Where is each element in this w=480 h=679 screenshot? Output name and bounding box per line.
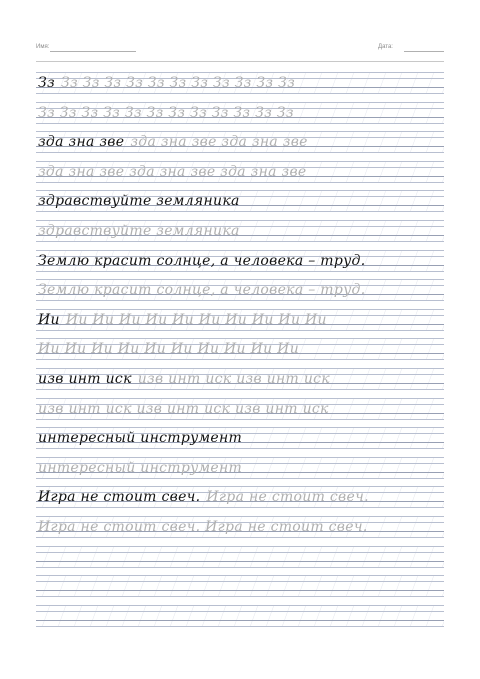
ruling-line	[36, 123, 444, 124]
writing-row[interactable]	[36, 279, 444, 301]
trace-text: Ии Ии Ии Ии Ии Ии Ии Ии Ии Ии	[38, 341, 300, 358]
ruling-line	[36, 309, 444, 310]
ruling-line	[36, 575, 444, 576]
ruling-line	[36, 486, 444, 487]
ruling-line	[36, 581, 444, 582]
writing-row[interactable]	[36, 605, 444, 627]
ruling-line	[36, 279, 444, 280]
name-label: Имя:	[36, 44, 50, 50]
model-text: здравствуйте земляника	[38, 193, 240, 210]
model-text: зда зна зве	[38, 134, 125, 151]
trace-text: изв инт иск изв инт иск	[137, 371, 330, 387]
writing-row[interactable]	[36, 516, 444, 538]
row-text	[38, 105, 294, 121]
ruling-line	[36, 611, 444, 612]
writing-row[interactable]	[36, 368, 444, 390]
ruling-line	[36, 596, 444, 597]
ruling-line	[36, 427, 444, 428]
ruling-line	[36, 359, 444, 360]
trace-text: интересный инструмент	[38, 459, 243, 476]
ruling-line	[36, 72, 444, 73]
writing-row[interactable]	[36, 338, 444, 360]
row-text	[38, 282, 365, 298]
row-text	[38, 253, 365, 269]
writing-row[interactable]	[36, 102, 444, 124]
ruling-line	[36, 561, 444, 562]
ruling-line	[36, 620, 444, 621]
ruling-line	[36, 546, 444, 547]
model-text: изв инт иск	[38, 371, 132, 387]
ruling-line	[36, 389, 444, 390]
row-text	[38, 223, 240, 239]
model-text: Зз	[38, 75, 55, 91]
row-text	[38, 164, 307, 180]
ruling-line	[36, 457, 444, 458]
ruling-line	[36, 300, 444, 301]
row-text	[38, 371, 330, 387]
ruling-line	[36, 161, 444, 162]
ruling-line	[36, 211, 444, 212]
trace-text: зда зна зве зда зна зве	[130, 134, 308, 151]
writing-row[interactable]	[36, 72, 444, 94]
trace-text: Игра не стоит свеч. Игра не стоит свеч.	[38, 519, 368, 535]
row-text	[38, 401, 329, 417]
row-text	[38, 489, 369, 505]
writing-row[interactable]	[36, 546, 444, 568]
writing-row[interactable]	[36, 427, 444, 449]
ruling-line	[36, 626, 444, 627]
slant-guides	[36, 546, 444, 568]
trace-text: изв инт иск изв инт иск изв инт иск	[38, 400, 329, 417]
model-text: интересный инструмент	[38, 430, 243, 447]
writing-row[interactable]	[36, 190, 444, 212]
slant-guides	[36, 605, 444, 627]
model-text: Землю красит солнце, а человека – труд.	[38, 252, 366, 269]
ruling-line	[36, 478, 444, 479]
ruling-line	[36, 567, 444, 568]
writing-row[interactable]	[36, 220, 444, 242]
ruling-line	[36, 271, 444, 272]
row-text	[38, 460, 242, 476]
row-text	[38, 519, 368, 535]
row-text	[38, 341, 299, 357]
model-text: Ии	[38, 311, 60, 328]
ruling-line	[36, 102, 444, 103]
ruling-line	[36, 241, 444, 242]
trace-text: Землю красит солнце, а человека – труд.	[38, 282, 366, 299]
trace-text: здравствуйте земляника	[38, 223, 240, 239]
writing-row[interactable]	[36, 309, 444, 331]
ruling-line	[36, 152, 444, 153]
trace-text: зда зна зве зда зна зве зда зна зве	[38, 163, 307, 180]
header-divider	[36, 61, 444, 62]
ruling-line	[36, 338, 444, 339]
ruling-line	[36, 398, 444, 399]
model-text: Игра не стоит свеч.	[38, 489, 201, 506]
ruling-line	[36, 537, 444, 538]
writing-row[interactable]	[36, 575, 444, 597]
ruling-line	[36, 590, 444, 591]
ruling-line	[36, 516, 444, 517]
writing-row[interactable]	[36, 161, 444, 183]
trace-text: Зз Зз Зз Зз Зз Зз Зз Зз Зз Зз Зз	[60, 75, 296, 91]
ruling-line	[36, 190, 444, 191]
ruling-line	[36, 330, 444, 331]
row-text	[38, 312, 327, 328]
worksheet-header	[36, 44, 444, 58]
writing-row[interactable]	[36, 398, 444, 420]
ruling-line	[36, 368, 444, 369]
writing-row[interactable]	[36, 250, 444, 272]
ruling-line	[36, 448, 444, 449]
ruling-line	[36, 182, 444, 183]
ruling-line	[36, 605, 444, 606]
writing-row[interactable]	[36, 457, 444, 479]
ruling-line	[36, 552, 444, 553]
date-field[interactable]	[404, 51, 444, 52]
row-text	[38, 430, 242, 446]
row-text	[38, 134, 308, 150]
trace-text: Зз Зз Зз Зз Зз Зз Зз Зз Зз Зз Зз Зз	[38, 104, 294, 121]
date-label: Дата:	[378, 44, 393, 50]
writing-row[interactable]	[36, 486, 444, 508]
ruling-line	[36, 93, 444, 94]
ruling-line	[36, 131, 444, 132]
writing-row[interactable]	[36, 131, 444, 153]
trace-text: Игра не стоит свеч.	[206, 489, 369, 506]
row-text	[38, 75, 295, 91]
trace-text: Ии Ии Ии Ии Ии Ии Ии Ии Ии Ии	[65, 311, 327, 328]
ruling-line	[36, 507, 444, 508]
ruling-line	[36, 220, 444, 221]
ruling-line	[36, 419, 444, 420]
row-text	[38, 193, 240, 209]
name-field[interactable]	[50, 51, 136, 52]
slant-guides	[36, 575, 444, 597]
ruling-line	[36, 250, 444, 251]
